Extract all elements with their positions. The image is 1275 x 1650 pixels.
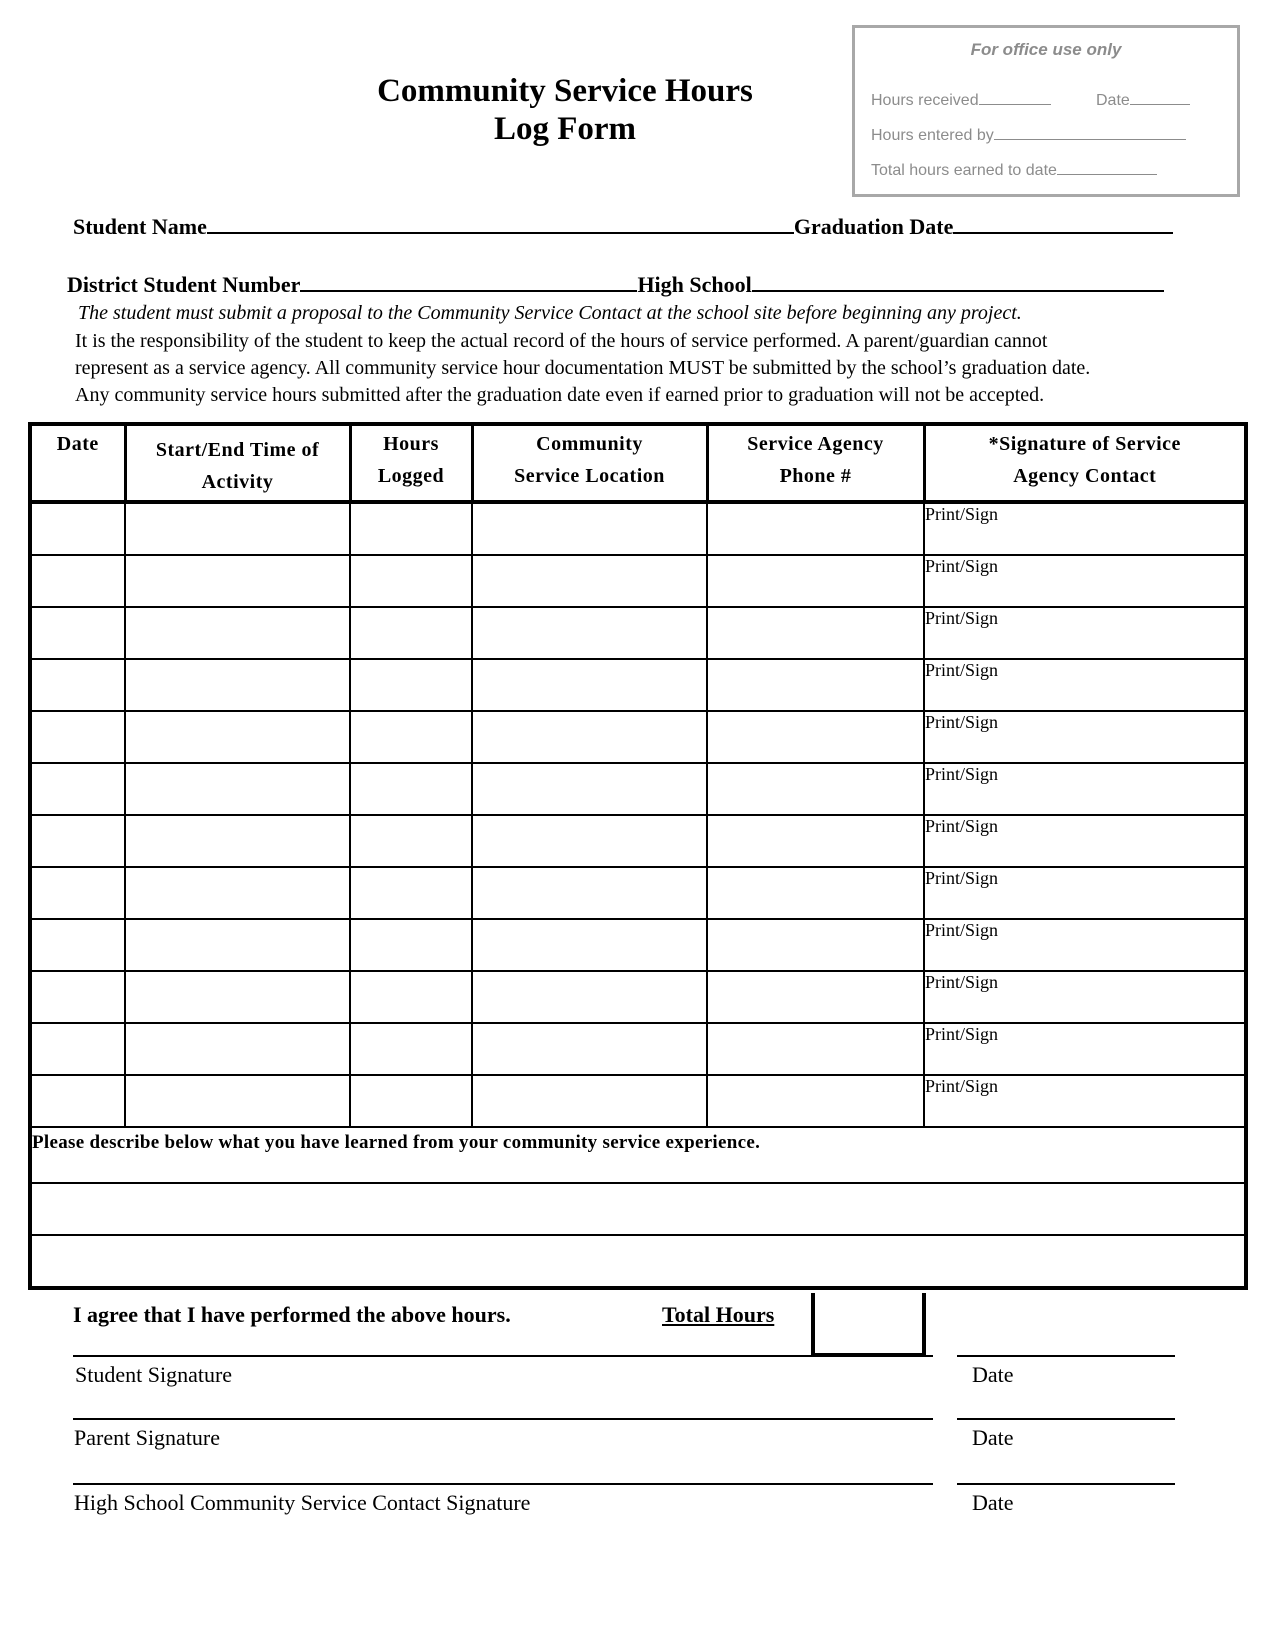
describe-answer-2[interactable]	[30, 1235, 1246, 1288]
office-total-hours-blank[interactable]	[1057, 160, 1157, 175]
graduation-date-label: Graduation Date	[793, 214, 954, 239]
describe-prompt: Please describe below what you have learned from your community service experience.	[30, 1127, 1246, 1183]
cell-time[interactable]	[125, 815, 350, 867]
print-sign-label: Print/Sign	[925, 660, 999, 680]
cell-signature[interactable]	[924, 867, 1246, 919]
cell-time[interactable]	[125, 1075, 350, 1127]
parent-signature-label: Parent Signature	[74, 1425, 221, 1450]
cell-hours[interactable]	[350, 659, 472, 711]
graduation-date-blank[interactable]	[953, 212, 1173, 234]
district-number-blank[interactable]	[300, 270, 637, 292]
cell-phone[interactable]	[707, 815, 924, 867]
print-sign-label: Print/Sign	[925, 764, 999, 784]
cell-time[interactable]	[125, 1023, 350, 1075]
contact-signature-line[interactable]	[73, 1483, 933, 1485]
cell-location[interactable]	[472, 555, 707, 607]
print-sign-label: Print/Sign	[925, 608, 999, 628]
cell-phone[interactable]	[707, 763, 924, 815]
cell-hours[interactable]	[350, 607, 472, 659]
header-hours: Hours Logged	[350, 424, 472, 502]
cell-date[interactable]	[30, 971, 125, 1023]
cell-date[interactable]	[30, 815, 125, 867]
office-date	[1096, 90, 1190, 110]
office-use-header: For office use only	[970, 40, 1122, 59]
office-total-hours-label: Total hours earned to date	[871, 162, 1057, 179]
header-time: Start/End Time of Activity	[125, 424, 350, 502]
cell-time[interactable]	[125, 555, 350, 607]
office-use-box	[852, 25, 1240, 197]
cell-hours[interactable]	[350, 919, 472, 971]
cell-signature[interactable]	[924, 1023, 1246, 1075]
office-date-blank[interactable]	[1130, 90, 1190, 105]
cell-date[interactable]	[30, 1023, 125, 1075]
cell-phone[interactable]	[707, 867, 924, 919]
high-school-blank[interactable]	[752, 270, 1164, 292]
cell-hours[interactable]	[350, 763, 472, 815]
cell-location[interactable]	[472, 1075, 707, 1127]
header-signature: *Signature of Service Agency Contact	[924, 424, 1246, 502]
print-sign-label: Print/Sign	[925, 920, 999, 940]
print-sign-label: Print/Sign	[925, 504, 999, 524]
log-row	[30, 1075, 1246, 1127]
agree-statement: I agree that I have performed the above hours.	[73, 1302, 511, 1327]
log-row	[30, 607, 1246, 659]
student-name-label: Student Name	[73, 214, 207, 239]
cell-signature[interactable]	[924, 607, 1246, 659]
cell-phone[interactable]	[707, 607, 924, 659]
contact-date-line[interactable]	[957, 1483, 1175, 1485]
cell-date[interactable]	[30, 867, 125, 919]
log-row	[30, 711, 1246, 763]
district-number-field	[67, 270, 1164, 298]
cell-time[interactable]	[125, 659, 350, 711]
cell-location[interactable]	[472, 502, 707, 555]
cell-time[interactable]	[125, 711, 350, 763]
cell-hours[interactable]	[350, 1023, 472, 1075]
cell-time[interactable]	[125, 919, 350, 971]
parent-signature-line[interactable]	[73, 1418, 933, 1420]
cell-phone[interactable]	[707, 1023, 924, 1075]
cell-signature[interactable]	[924, 659, 1246, 711]
print-sign-label: Print/Sign	[925, 972, 999, 992]
cell-location[interactable]	[472, 659, 707, 711]
instructions-italic: The student must submit a proposal to the Community Service Contact at the school site before beginning any project.	[78, 302, 1022, 324]
describe-line	[30, 1183, 1246, 1235]
cell-hours[interactable]	[350, 815, 472, 867]
cell-date[interactable]	[30, 659, 125, 711]
log-row	[30, 659, 1246, 711]
print-sign-label: Print/Sign	[925, 868, 999, 888]
student-signature-label: Student Signature	[75, 1362, 233, 1387]
cell-signature[interactable]	[924, 711, 1246, 763]
cell-date[interactable]	[30, 919, 125, 971]
office-hours-received	[871, 90, 1051, 110]
cell-date[interactable]	[30, 607, 125, 659]
log-row	[30, 763, 1246, 815]
contact-date-label: Date	[972, 1490, 1014, 1515]
cell-time[interactable]	[125, 763, 350, 815]
instructions-line3: Any community service hours submitted after the graduation date even if earned prior to graduation will not be accepted.	[75, 384, 1045, 406]
cell-location[interactable]	[472, 711, 707, 763]
cell-signature[interactable]	[924, 919, 1246, 971]
cell-date[interactable]	[30, 1075, 125, 1127]
describe-line	[30, 1235, 1246, 1288]
cell-location[interactable]	[472, 1023, 707, 1075]
student-date-label: Date	[972, 1362, 1014, 1387]
log-row	[30, 971, 1246, 1023]
cell-signature[interactable]	[924, 555, 1246, 607]
print-sign-label: Print/Sign	[925, 1076, 999, 1096]
describe-row	[30, 1127, 1246, 1183]
cell-hours[interactable]	[350, 971, 472, 1023]
cell-signature[interactable]	[924, 1075, 1246, 1127]
cell-date[interactable]	[30, 763, 125, 815]
cell-location[interactable]	[472, 919, 707, 971]
student-name-field	[73, 212, 1173, 240]
cell-time[interactable]	[125, 607, 350, 659]
cell-location[interactable]	[472, 971, 707, 1023]
cell-hours[interactable]	[350, 502, 472, 555]
cell-signature[interactable]	[924, 763, 1246, 815]
instructions-line1: It is the responsibility of the student to keep the actual record of the hours of service performed. A parent/guardian cannot	[75, 330, 1048, 352]
cell-phone[interactable]	[707, 919, 924, 971]
cell-signature[interactable]	[924, 502, 1246, 555]
cell-location[interactable]	[472, 867, 707, 919]
log-row	[30, 919, 1246, 971]
log-row	[30, 502, 1246, 555]
cell-hours[interactable]	[350, 867, 472, 919]
print-sign-label: Print/Sign	[925, 816, 999, 836]
total-hours-label: Total Hours	[662, 1302, 775, 1327]
cell-date[interactable]	[30, 502, 125, 555]
total-hours-box[interactable]	[811, 1293, 926, 1357]
office-hours-entered	[871, 125, 1186, 145]
print-sign-label: Print/Sign	[925, 1024, 999, 1044]
form-title-line2: Log Form	[493, 111, 637, 147]
log-row	[30, 867, 1246, 919]
office-hours-entered-blank[interactable]	[994, 125, 1186, 140]
district-number-label: District Student Number	[67, 272, 301, 297]
parent-date-line[interactable]	[957, 1418, 1175, 1420]
office-hours-received-label: Hours received	[871, 92, 979, 109]
header-date: Date	[30, 424, 125, 502]
cell-phone[interactable]	[707, 659, 924, 711]
cell-signature[interactable]	[924, 815, 1246, 867]
parent-date-label: Date	[972, 1425, 1014, 1450]
cell-phone[interactable]	[707, 1075, 924, 1127]
print-sign-label: Print/Sign	[925, 556, 999, 576]
office-total-hours	[871, 160, 1157, 180]
describe-answer-1[interactable]	[30, 1183, 1246, 1235]
form-title-line1: Community Service Hours	[377, 73, 753, 109]
student-signature-line[interactable]	[73, 1355, 933, 1357]
cell-time[interactable]	[125, 867, 350, 919]
header-phone: Service Agency Phone #	[707, 424, 924, 502]
cell-time[interactable]	[125, 502, 350, 555]
cell-phone[interactable]	[707, 502, 924, 555]
cell-date[interactable]	[30, 711, 125, 763]
cell-phone[interactable]	[707, 971, 924, 1023]
student-name-blank[interactable]	[207, 212, 794, 234]
log-row	[30, 1023, 1246, 1075]
cell-date[interactable]	[30, 555, 125, 607]
office-hours-received-blank[interactable]	[979, 90, 1051, 105]
cell-hours[interactable]	[350, 1075, 472, 1127]
print-sign-label: Print/Sign	[925, 712, 999, 732]
cell-location[interactable]	[472, 607, 707, 659]
cell-hours[interactable]	[350, 555, 472, 607]
cell-phone[interactable]	[707, 711, 924, 763]
cell-location[interactable]	[472, 763, 707, 815]
high-school-label: High School	[637, 272, 752, 297]
contact-signature-label: High School Community Service Contact Signature	[74, 1490, 531, 1515]
header-location: Community Service Location	[472, 424, 707, 502]
log-table-header-row	[30, 424, 1246, 502]
cell-location[interactable]	[472, 815, 707, 867]
instructions-line2: represent as a service agency. All community service hour documentation MUST be submitted by the school’s graduation date.	[75, 357, 1091, 379]
office-hours-entered-label: Hours entered by	[871, 127, 994, 144]
log-table	[28, 422, 1248, 1290]
cell-hours[interactable]	[350, 711, 472, 763]
office-date-label: Date	[1096, 92, 1130, 109]
log-row	[30, 555, 1246, 607]
cell-phone[interactable]	[707, 555, 924, 607]
cell-time[interactable]	[125, 971, 350, 1023]
log-row	[30, 815, 1246, 867]
cell-signature[interactable]	[924, 971, 1246, 1023]
student-date-line[interactable]	[957, 1355, 1175, 1357]
